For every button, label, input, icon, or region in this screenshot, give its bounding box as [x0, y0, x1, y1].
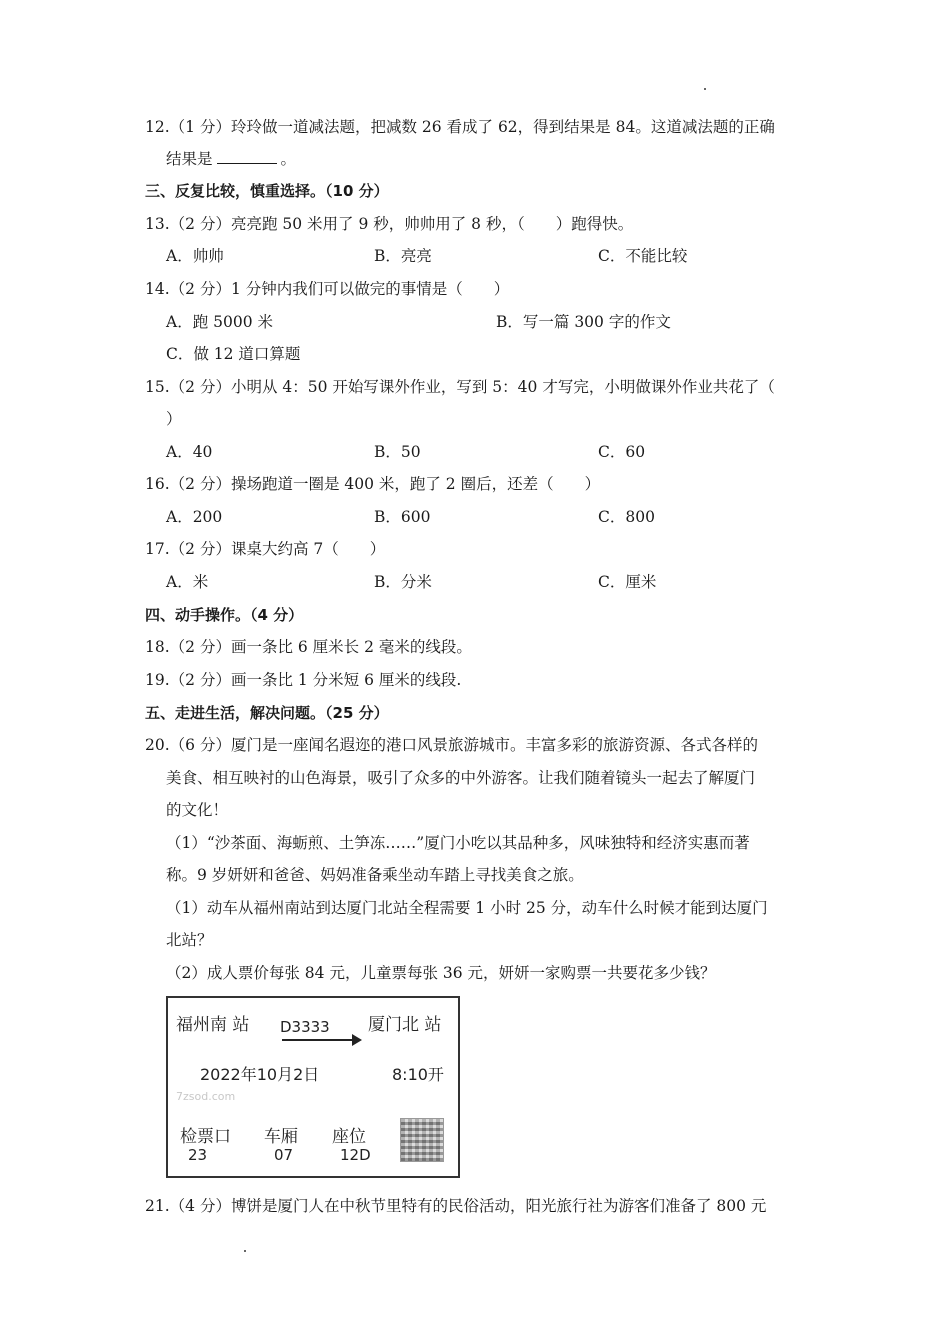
ticket-gate-value: 23: [188, 1146, 208, 1164]
arrow-right-icon: [352, 1034, 362, 1046]
ticket-gate-label: 检票口: [180, 1127, 231, 1147]
q20-sub1-line2: 北站？: [166, 931, 213, 949]
q20-line1: 20.（6 分）厦门是一座闻名遐迩的港口风景旅游城市。丰富多彩的旅游资源、各式各样的: [145, 736, 758, 754]
q12-line2-text: 结果是: [166, 150, 213, 168]
q14-stem: 14.（2 分）1 分钟内我们可以做完的事情是（ ）: [145, 280, 510, 298]
ticket-arrow-line: [282, 1039, 354, 1041]
footer-dot: [244, 1250, 246, 1252]
q12-line2: [166, 148, 296, 170]
q14-option-b[interactable]: B．写一篇 300 字的作文: [496, 313, 671, 331]
section4-heading: 四、动手操作。（4 分）: [145, 606, 304, 624]
ticket-seat-label: 座位: [332, 1127, 366, 1147]
ticket-date: 2022年10月2日: [200, 1065, 320, 1084]
section5-heading: 五、走进生活，解决问题。（25 分）: [145, 704, 389, 722]
q17-option-b[interactable]: B．分米: [374, 573, 432, 591]
q20-sub1-line1: （1）动车从福州南站到达厦门北站全程需要 1 小时 25 分，动车什么时候才能到达厦门: [166, 899, 768, 917]
ticket-car-label: 车厢: [264, 1127, 298, 1147]
header-dot: [704, 88, 706, 90]
ticket-car-value: 07: [274, 1146, 294, 1164]
ticket-watermark: 7zsod.com: [176, 1090, 236, 1103]
q14-option-c[interactable]: C．做 12 道口算题: [166, 345, 301, 363]
ticket-time: 8:10开: [392, 1065, 444, 1084]
q15-option-a[interactable]: A．40: [166, 443, 213, 461]
q17-option-a[interactable]: A．米: [166, 573, 209, 591]
q12-answer-blank[interactable]: [217, 149, 277, 164]
q20-line2: 美食、相互映衬的山色海景，吸引了众多的中外游客。让我们随着镜头一起去了解厦门: [166, 769, 756, 787]
q19-stem: 19.（2 分）画一条比 1 分米短 6 厘米的线段.: [145, 671, 462, 689]
q16-option-b[interactable]: B．600: [374, 508, 431, 526]
q20-line3: 的文化！: [166, 801, 229, 819]
q15-stem-line2: ）: [166, 410, 182, 428]
q20-sub2: （2）成人票价每张 84 元，儿童票每张 36 元，妍妍一家购票一共要花多少钱？: [166, 964, 716, 982]
q20-part1-line1: （1）“沙茶面、海蛎煎、土笋冻……”厦门小吃以其品种多，风味独特和经济实惠而著: [166, 834, 750, 852]
q13-option-b[interactable]: B．亮亮: [374, 247, 432, 265]
q17-stem: 17.（2 分）课桌大约高 7（ ）: [145, 540, 386, 558]
ticket-train-number: D3333: [280, 1018, 330, 1036]
section3-heading: 三、反复比较，慎重选择。（10 分）: [145, 182, 389, 200]
q18-stem: 18.（2 分）画一条比 6 厘米长 2 毫米的线段。: [145, 638, 472, 656]
ticket-from-station: 福州南 站: [176, 1015, 250, 1035]
q15-option-b[interactable]: B．50: [374, 443, 421, 461]
train-ticket: [166, 996, 460, 1178]
q12-line2-end: 。: [280, 150, 297, 168]
q13-option-a[interactable]: A．帅帅: [166, 247, 224, 265]
q17-option-c[interactable]: C．厘米: [598, 573, 657, 591]
qr-code-icon: [400, 1118, 444, 1162]
q13-option-c[interactable]: C．不能比较: [598, 247, 688, 265]
q12-line1: 12.（1 分）玲玲做一道减法题，把减数 26 看成了 62，得到结果是 84。这道减法题的正确: [145, 118, 775, 136]
q16-option-a[interactable]: A．200: [166, 508, 223, 526]
q16-option-c[interactable]: C．800: [598, 508, 655, 526]
q14-option-a[interactable]: A．跑 5000 米: [166, 313, 273, 331]
q16-stem: 16.（2 分）操场跑道一圈是 400 米，跑了 2 圈后，还差（ ）: [145, 475, 601, 493]
q15-option-c[interactable]: C．60: [598, 443, 646, 461]
ticket-seat-value: 12D: [340, 1146, 371, 1164]
q20-part1-line2: 称。9 岁妍妍和爸爸、妈妈准备乘坐动车踏上寻找美食之旅。: [166, 866, 584, 884]
q15-stem-line1: 15.（2 分）小明从 4：50 开始写课外作业，写到 5：40 才写完，小明做课外作业共花了（: [145, 378, 775, 396]
q21-line1: 21.（4 分）博饼是厦门人在中秋节里特有的民俗活动，阳光旅行社为游客们准备了 800 元: [145, 1197, 767, 1215]
ticket-to-station: 厦门北 站: [368, 1015, 442, 1035]
q13-stem: 13.（2 分）亮亮跑 50 米用了 9 秒，帅帅用了 8 秒，（ ）跑得快。: [145, 215, 634, 233]
